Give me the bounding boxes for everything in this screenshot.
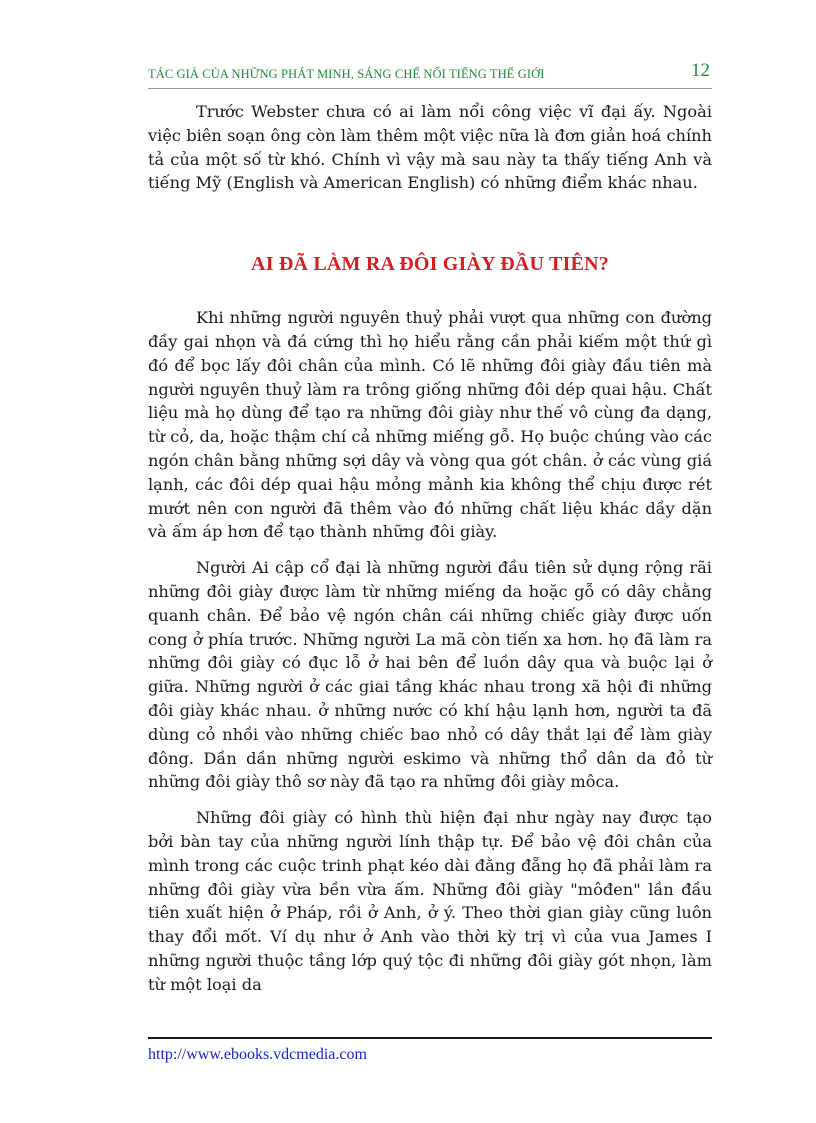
section-paragraph-3: Những đôi giày có hình thù hiện đại như ngày nay được tạo bởi bàn tay của những người lính thập tự. Để bảo vệ đôi chân của mình trong các cuộc trinh phạt kéo dài đằng đẵng họ đã phải làm ra những đôi giày vừa bền vừa ấm. Những đôi giày "môđen" lần đầu tiên xuất hiện ở Pháp, rồi ở Anh, ở ý. Theo thời gian giày cũng luôn thay đổi mốt. Ví dụ như ở Anh vào thời kỳ trị vì của vua James I những người thuộc tầng lớp quý tộc đi những đôi giày gót nhọn, làm từ một loại da [148,808,712,994]
footer-website-link[interactable]: http://www.ebooks.vdcmedia.com [148,1046,367,1063]
footer-divider [148,1037,712,1039]
intro-paragraph: Trước Webster chưa có ai làm nổi công việc vĩ đại ấy. Ngoài việc biên soạn ông còn làm thêm một việc nữa là đơn giản hoá chính tả của một số từ khó. Chính vì vậy mà sau này ta thấy tiếng Anh và tiếng Mỹ (English và American English) có những điểm khác nhau. [148,102,712,193]
page-content [148,100,712,1009]
page-header [148,58,712,89]
section-paragraph-2: Người Ai cập cổ đại là những người đầu tiên sử dụng rộng rãi những đôi giày được làm từ những miếng da hoặc gỗ có dây chằng quanh chân. Để bảo vệ ngón chân cái những chiếc giày được uốn cong ở phía trước. Những người La mã còn tiến xa hơn. họ đã làm ra những đôi giày có đục lỗ ở hai bên để luồn dây qua và buộc lại ở giữa. Những người ở các giai tầng khác nhau trong xã hội đi những đôi giày khác nhau. ở những nước có khí hậu lạnh hơn, người ta đã dùng cỏ nhồi vào những chiếc bao nhỏ có dây thắt lại để làm giày đông. Dần dần những người eskimo và những thổ dân da đỏ từ những đôi giày thô sơ này đã tạo ra những đôi giày môca. [148,558,712,792]
section-title: AI ĐÃ LÀM RA ĐÔI GIÀY ĐẦU TIÊN? [251,253,609,276]
running-header-title: TÁC GIẢ CỦA NHỮNG PHÁT MINH, SÁNG CHẾ NỔI TIẾNG THẾ GIỚI [148,67,545,81]
section-paragraph-1: Khi những người nguyên thuỷ phải vượt qua những con đường đầy gai nhọn và đá cứng thì họ hiểu rằng cần phải kiếm một thứ gì đó để bọc lấy đôi chân của mình. Có lẽ những đôi giày đầu tiên mà người nguyên thuỷ làm ra trông giống những đôi dép quai hậu. Chất liệu mà họ dùng để tạo ra những đôi giày như thế vô cùng đa dạng, từ cỏ, da, hoặc thậm chí cả những miếng gỗ. Họ buộc chúng vào các ngón chân bằng những sợi dây và vòng qua gót chân. ở các vùng giá lạnh, các đôi dép quai hậu mỏng mảnh kia không thể chịu được rét mướt nên con người đã thêm vào đó những chất liệu khác dầy dặn và ấm áp hơn để tạo thành những đôi giày. [148,308,712,542]
page-number: 12 [691,60,710,81]
